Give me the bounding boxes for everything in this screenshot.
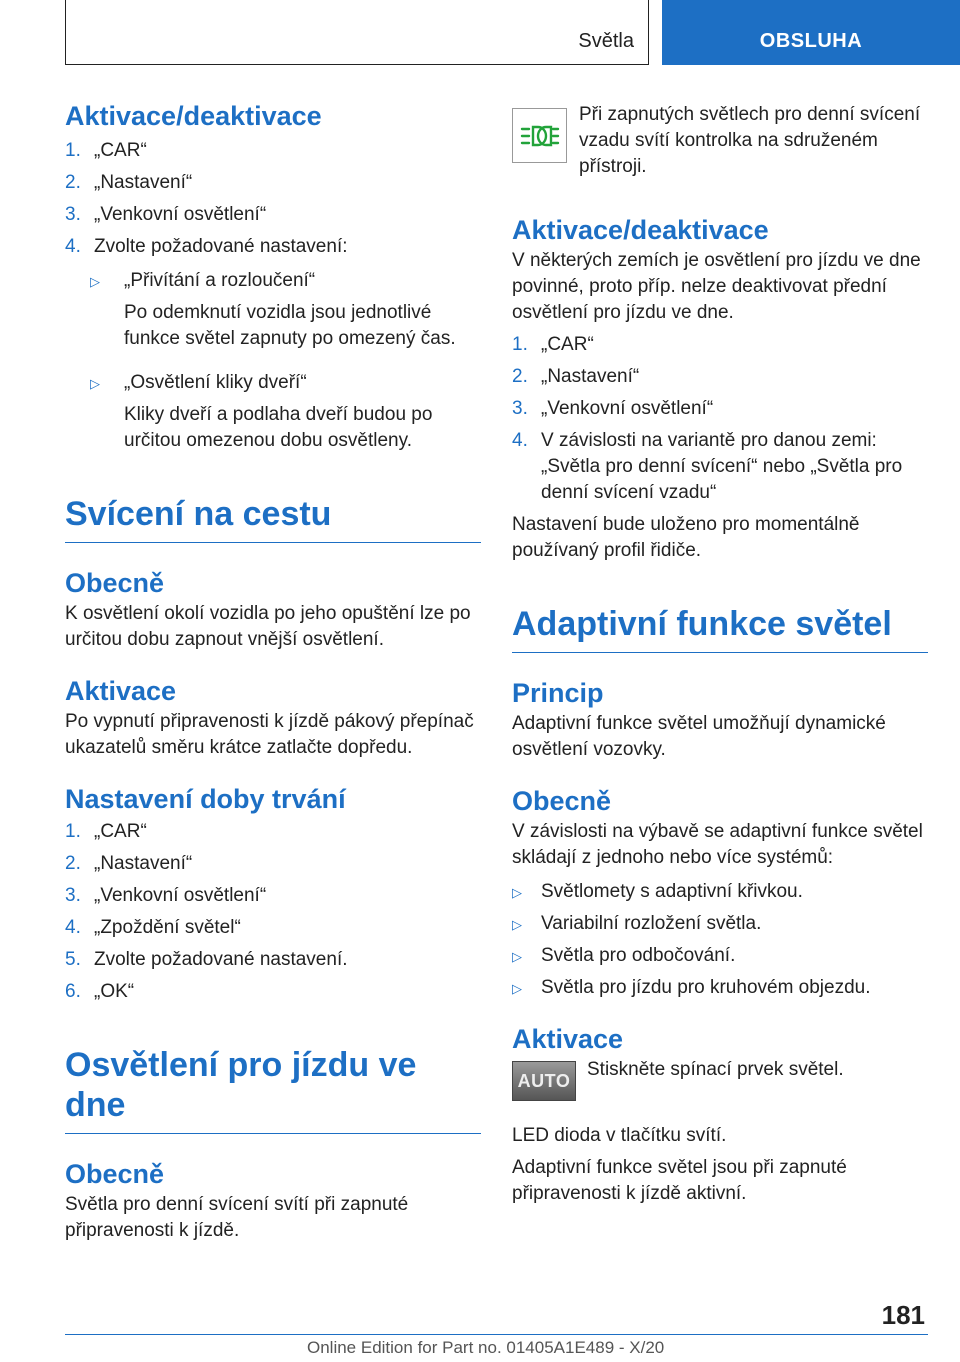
triangle-bullet-icon: ▷ [512, 917, 522, 932]
section-title-svic: Svícení na cestu [65, 494, 481, 543]
heading-obecne: Obecně [65, 568, 165, 598]
list-item: 4. „Zpoždění světel“ [65, 917, 241, 938]
heading-aktivace: Aktivace [512, 1024, 624, 1054]
list-item: 1. „CAR“ [65, 140, 147, 161]
paragraph: Adaptivní funkce světel jsou při zapnuté připravenosti k jízdě aktivní. [512, 1157, 847, 1204]
footer-divider [65, 1334, 928, 1335]
list-item: 1. „CAR“ [65, 821, 147, 842]
indicator-note [512, 102, 928, 180]
list-item: ▷ Variabilní rozložení světla. [512, 911, 928, 937]
paragraph: LED dioda v tlačítku svítí. [512, 1125, 727, 1146]
list-item: ▷ Světla pro jízdu pro kruhovém objezdu. [512, 975, 928, 1001]
section-title-adaptivni: Adaptivní funkce světel [512, 604, 928, 653]
list-item: 3. „Venkovní osvětlení“ [65, 204, 267, 225]
paragraph: Světla pro denní svícení svítí při zapnuté připravenosti k jízdě. [65, 1194, 409, 1241]
steps-list-right [512, 332, 928, 506]
steps-list-aktivace [65, 138, 481, 260]
list-item: 2. „Nastavení“ [65, 853, 193, 874]
auto-button-note [512, 1055, 928, 1115]
footer-edition-text: Online Edition for Part no. 01405A1E489 - X/20 [307, 1338, 665, 1357]
list-item: ▷ Světla pro odbočování. [512, 943, 928, 969]
paragraph: Nastavení bude uloženo pro momentálně používaný profil řidiče. [512, 514, 860, 561]
triangle-bullet-icon: ▷ [90, 376, 100, 391]
header-section-title: Světla [578, 30, 634, 52]
list-item: ▷ „Přivítání a rozloučení“ [124, 268, 481, 294]
list-item: ▷ Světlomety s adaptivní křivkou. [512, 879, 928, 905]
list-item: 4. Zvolte požadované nastavení: [65, 236, 348, 257]
heading-aktivace-deaktivace: Aktivace/deaktivace [65, 101, 322, 131]
header-chapter-label: OBSLUHA [759, 30, 863, 52]
daytime-running-light-indicator-icon [512, 108, 567, 163]
auto-button-icon: AUTO [512, 1061, 576, 1101]
list-item: ▷ „Osvětlení kliky dveří“ [124, 370, 481, 396]
option-description: Kliky dveří a podlaha dveří budou po určitou omezenou dobu osvětleny. [124, 404, 433, 451]
paragraph: Po vypnutí připravenosti k jízdě pákový přepínač ukazatelů směru krátce zatlačte dopředu. [65, 711, 474, 758]
systems-list [512, 879, 928, 1001]
triangle-bullet-icon: ▷ [512, 981, 522, 996]
paragraph: V závislosti na výbavě se adaptivní funkce světel skládají z jednoho nebo více systémů: [512, 821, 923, 868]
list-item: 2. „Nastavení“ [65, 172, 193, 193]
heading-aktivace: Aktivace [65, 676, 177, 706]
list-item: 1. „CAR“ [512, 334, 594, 355]
paragraph: Stiskněte spínací prvek světel. [587, 1059, 844, 1080]
section-title-denni: Osvětlení pro jízdu ve dne [65, 1045, 481, 1134]
heading-princip: Princip [512, 678, 604, 708]
list-item: 6. „OK“ [65, 981, 135, 1002]
heading-obecne: Obecně [65, 1159, 165, 1189]
triangle-bullet-icon: ▷ [512, 949, 522, 964]
list-item: 5. Zvolte požadované nastavení. [65, 949, 348, 970]
list-item: 2. „Nastavení“ [512, 366, 640, 387]
header-chapter-tab [662, 0, 960, 65]
paragraph: K osvětlení okolí vozidla po jeho opuštění lze po určitou dobu zapnout vnější osvětlení. [65, 603, 471, 650]
indicator-note-text: Při zapnutých světlech pro denní svícení vzadu svítí kontrolka na sdruženém přístroji. [579, 104, 921, 177]
triangle-bullet-icon: ▷ [512, 885, 522, 900]
footer-edition [307, 1338, 664, 1358]
heading-obecne: Obecně [512, 786, 612, 816]
option-description: Po odemknutí vozidla jsou jednotlivé funkce světel zapnuty po omezený čas. [124, 302, 456, 349]
steps-list-nastaveni [65, 819, 481, 1005]
heading-aktivace-deaktivace-right: Aktivace/deaktivace [512, 215, 769, 245]
list-item: 3. „Venkovní osvětlení“ [512, 398, 714, 419]
triangle-bullet-icon: ▷ [90, 274, 100, 289]
list-item: 3. „Venkovní osvětlení“ [65, 885, 267, 906]
right-column [512, 102, 928, 1207]
left-column [65, 100, 481, 1244]
paragraph: Adaptivní funkce světel umožňují dynamické osvětlení vozovky. [512, 713, 886, 760]
paragraph: V některých zemích je osvětlení pro jízdu ve dne povinné, proto příp. nelze deaktivovat přední osvětlení pro jízdu ve dne. [512, 250, 921, 323]
page-number: 181 [881, 1300, 925, 1330]
header-section-box [65, 0, 649, 65]
list-item: 4. V závislosti na variantě pro danou zemi: „Světla pro denní svícení“ nebo „Světla pro denní svícení vzadu“ [512, 430, 903, 503]
options-list [65, 268, 481, 454]
heading-nastaveni-doby: Nastavení doby trvání [65, 784, 346, 814]
